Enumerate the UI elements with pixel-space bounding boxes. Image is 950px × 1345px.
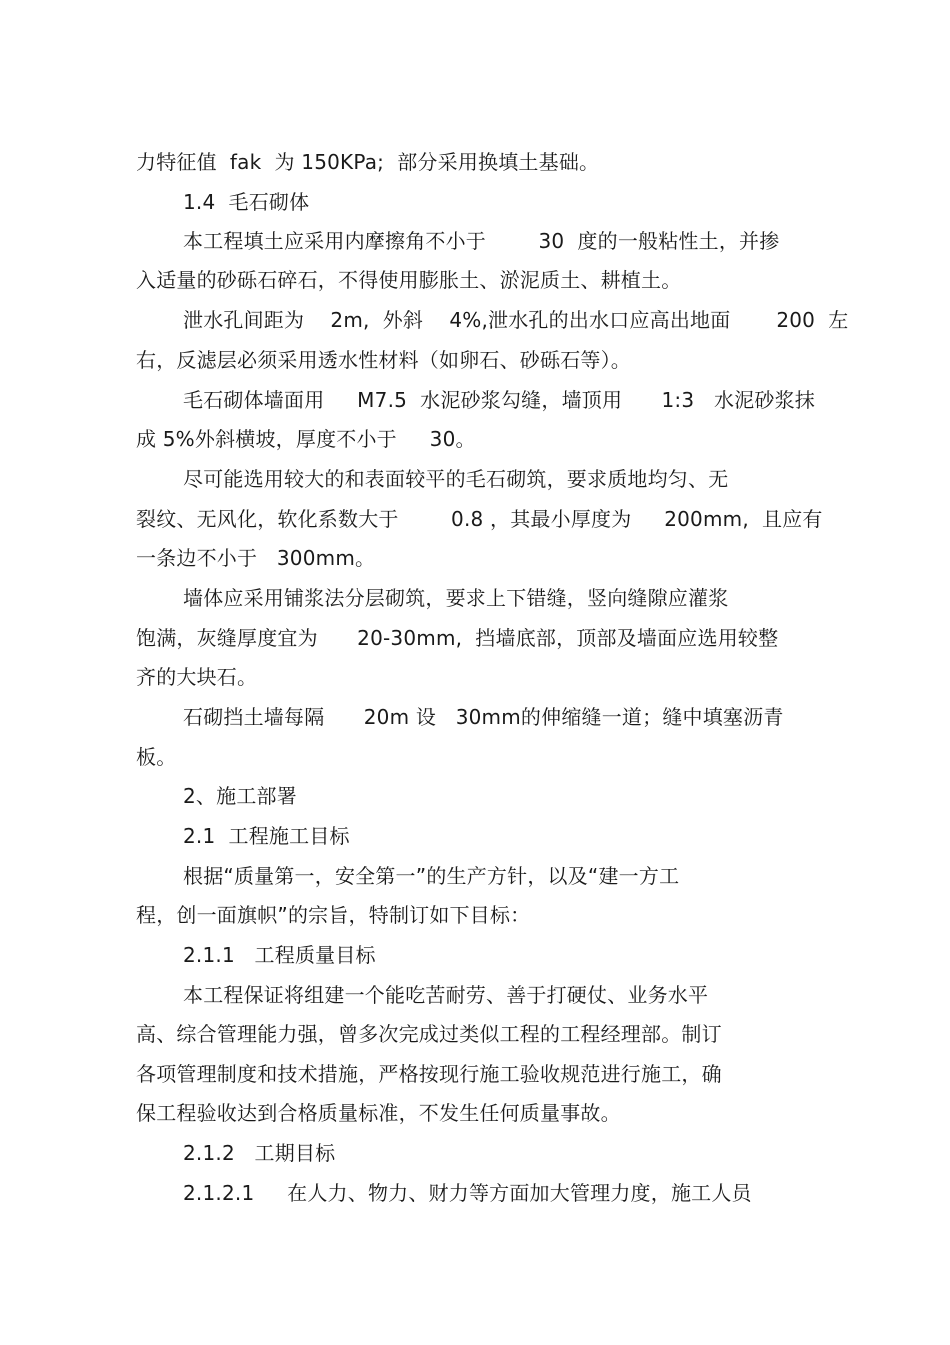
text-line: 力特征值 fak 为 150KPa; 部分采用换填土基础。 <box>136 150 600 174</box>
section-heading: 2.1.2 工期目标 <box>183 1141 336 1165</box>
text-line: 程，创一面旗帜”的宗旨，特制订如下目标： <box>136 903 531 927</box>
text-line: 本工程填土应采用内摩擦角不小于 30 度的一般粘性土，并掺 <box>183 229 780 253</box>
text-line: 尽可能选用较大的和表面较平的毛石砌筑，要求质地均匀、无 <box>183 467 729 491</box>
section-heading: 2、施工部署 <box>183 784 297 808</box>
text-line: 本工程保证将组建一个能吃苦耐劳、善于打硬仗、业务水平 <box>183 983 709 1007</box>
section-heading: 1.4 毛石砌体 <box>183 190 310 214</box>
text-line: 右，反滤层必须采用透水性材料（如卵石、砂砾石等）。 <box>136 348 631 372</box>
text-line: 饱满，灰缝厚度宜为 20-30mm, 挡墙底部，顶部及墙面应选用较整 <box>136 626 779 650</box>
text-line: 入适量的砂砾石碎石，不得使用膨胀土、淤泥质土、耕植土。 <box>136 268 682 292</box>
text-line: 石砌挡土墙每隔 20m 设 30mm的伸缩缝一道；缝中填塞沥青 <box>183 705 784 729</box>
text-line: 保工程验收达到合格质量标准，不发生任何质量事故。 <box>136 1101 621 1125</box>
text-line: 高、综合管理能力强，曾多次完成过类似工程的工程经理部。制订 <box>136 1022 722 1046</box>
text-line: 墙体应采用铺浆法分层砌筑，要求上下错缝，竖向缝隙应灌浆 <box>183 586 729 610</box>
section-heading: 2.1.1 工程质量目标 <box>183 943 376 967</box>
section-heading: 2.1 工程施工目标 <box>183 824 350 848</box>
text-line: 毛石砌体墙面用 M7.5 水泥砂浆勾缝，墙顶用 1:3 水泥砂浆抹 <box>183 388 815 412</box>
text-line: 根据“质量第一，安全第一”的生产方针，以及“建一方工 <box>183 864 680 888</box>
text-line: 一条边不小于 300mm。 <box>136 546 376 570</box>
text-line: 齐的大块石。 <box>136 665 258 689</box>
text-line: 裂纹、无风化，软化系数大于 0.8 ，其最小厚度为 200mm, 且应有 <box>136 507 823 531</box>
text-line: 2.1.2.1 在人力、物力、财力等方面加大管理力度，施工人员 <box>183 1181 752 1205</box>
text-line: 板。 <box>136 745 177 769</box>
text-line: 成 5%外斜横坡，厚度不小于 30。 <box>136 427 476 451</box>
text-line: 泄水孔间距为 2m, 外斜 4%,泄水孔的出水口应高出地面 200 左 <box>183 308 849 332</box>
text-line: 各项管理制度和技术措施，严格按现行施工验收规范进行施工，确 <box>136 1062 722 1086</box>
